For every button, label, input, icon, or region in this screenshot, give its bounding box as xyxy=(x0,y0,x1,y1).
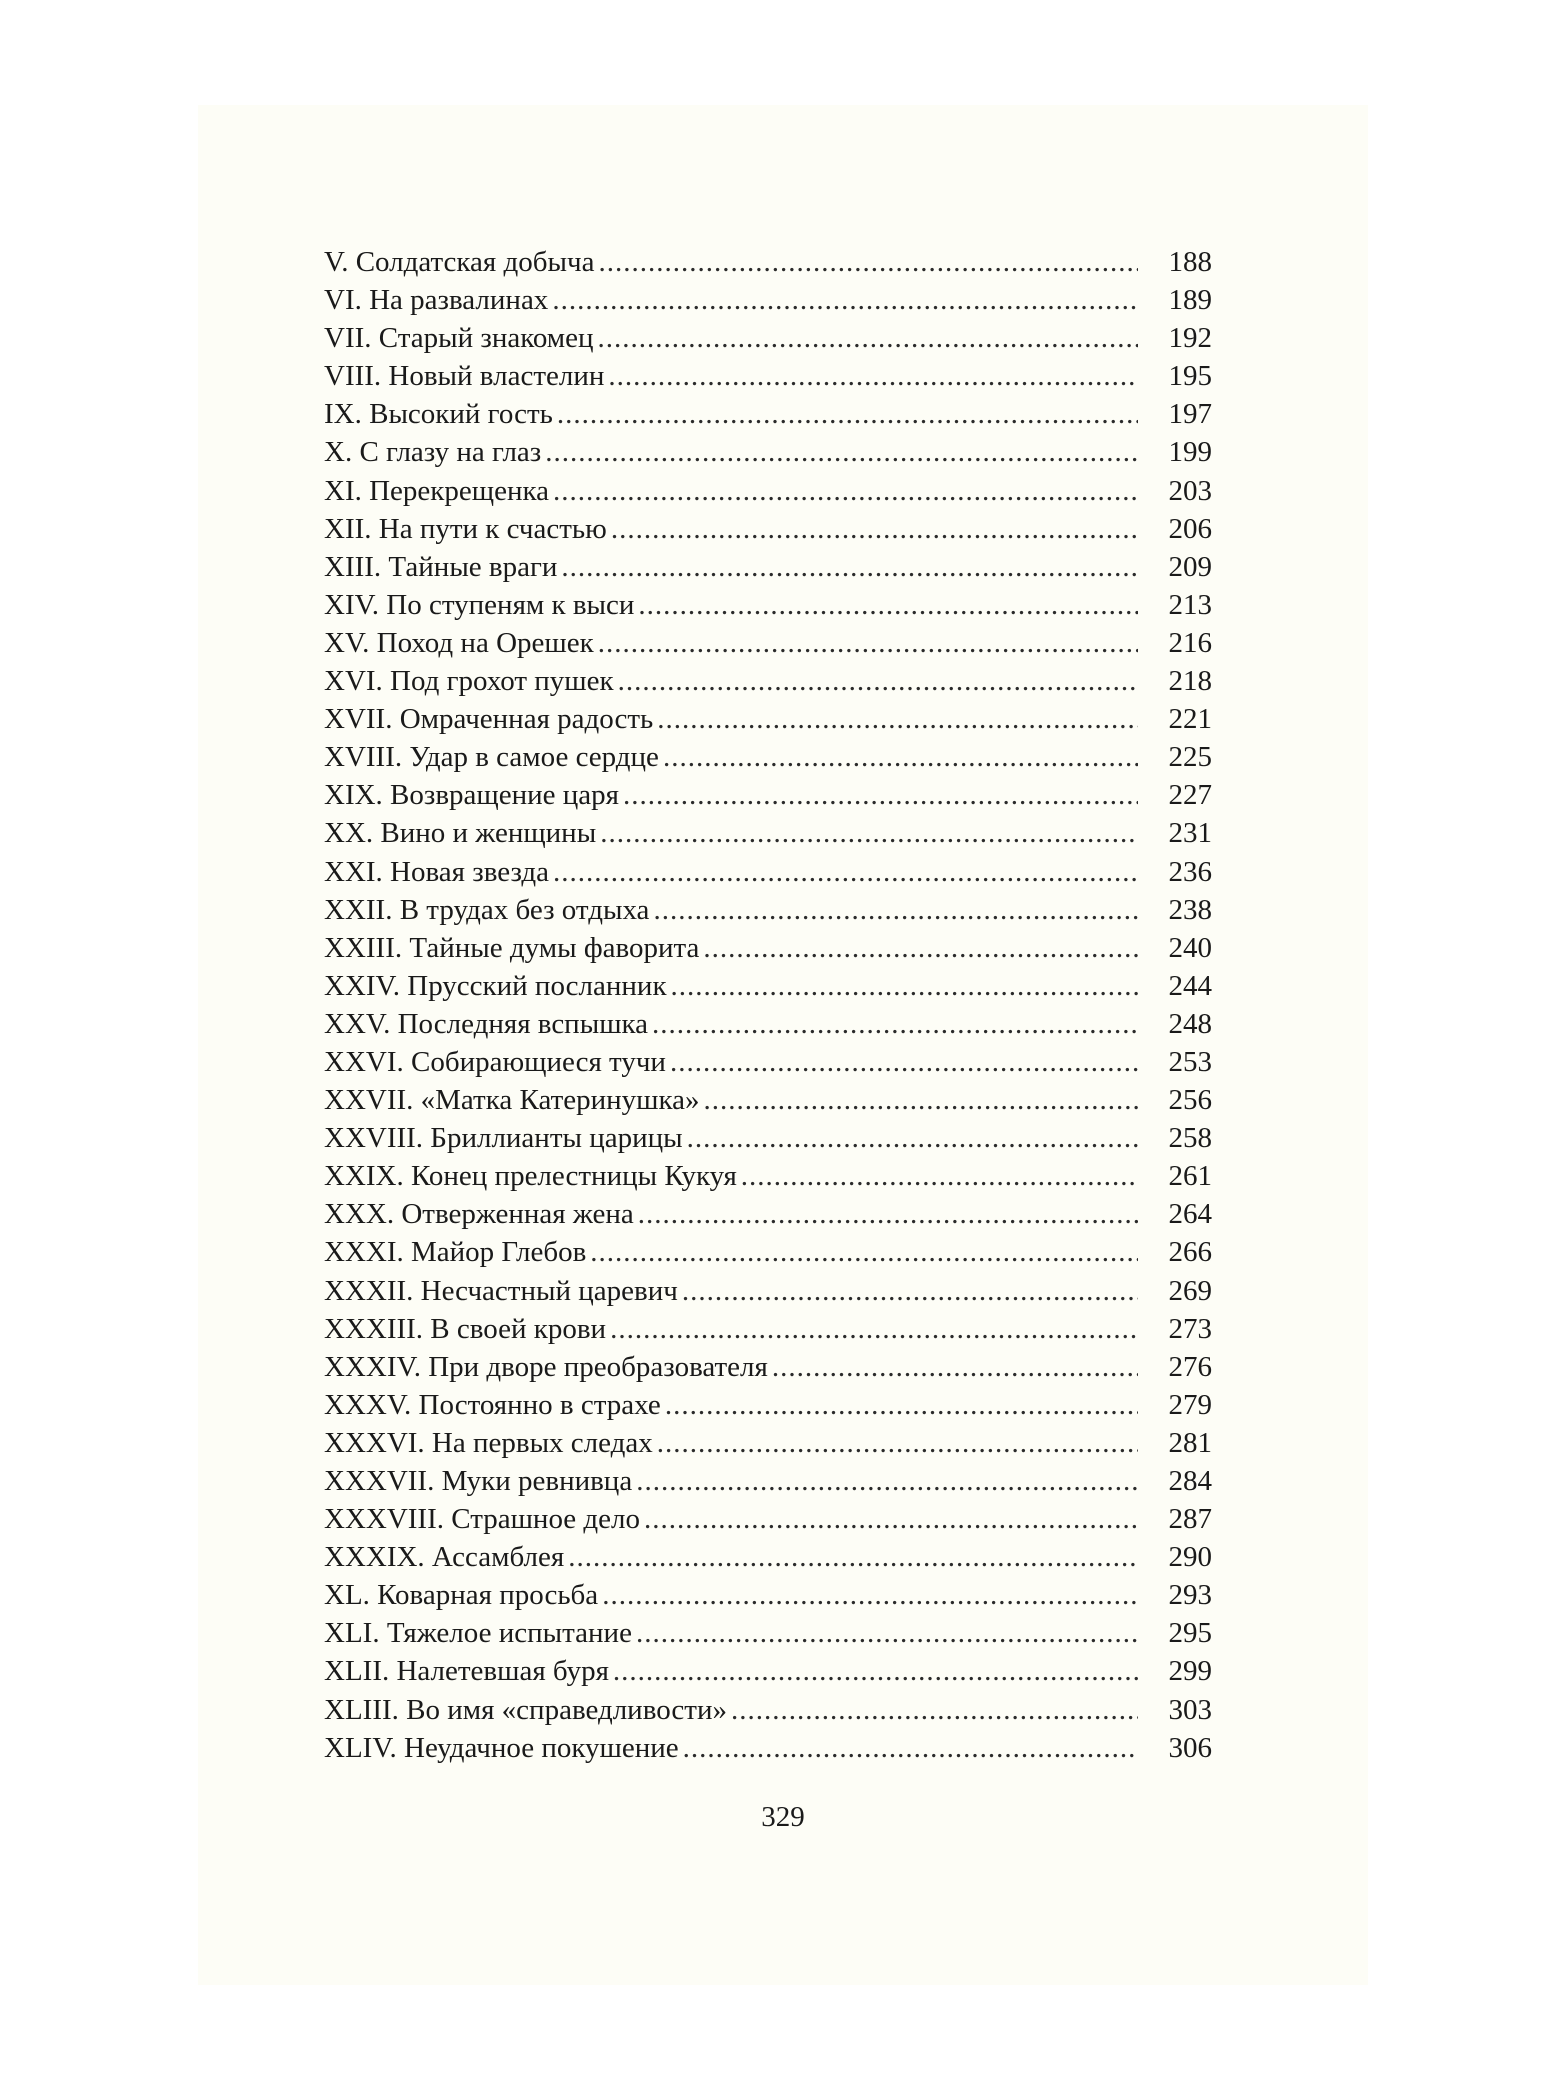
toc-entry-page: 221 xyxy=(1168,703,1212,736)
toc-entry xyxy=(324,243,1212,281)
toc-entry xyxy=(324,1691,1212,1729)
dot-leader xyxy=(557,395,1138,433)
toc-entry-page: 240 xyxy=(1168,931,1212,964)
toc-entry-page: 290 xyxy=(1168,1541,1212,1574)
toc-entry-title: XXII. В трудах без отдыха xyxy=(324,893,650,926)
toc-entry-title: XLIV. Неудачное покушение xyxy=(324,1731,679,1764)
toc-entry-page: 227 xyxy=(1168,779,1212,812)
toc-entry-page: 199 xyxy=(1168,436,1212,469)
toc-entry-title: XVIII. Удар в самое сердце xyxy=(324,741,659,774)
toc-entry-page: 266 xyxy=(1168,1236,1212,1269)
toc-entry-page: 269 xyxy=(1168,1274,1212,1307)
toc-entry xyxy=(324,357,1212,395)
dot-leader xyxy=(561,548,1138,586)
toc-entry xyxy=(324,1272,1212,1310)
dot-leader xyxy=(553,853,1138,891)
toc-entry xyxy=(324,967,1212,1005)
toc-entry xyxy=(324,776,1212,814)
toc-entry-title: XVI. Под грохот пушек xyxy=(324,665,614,698)
dot-leader xyxy=(638,1195,1138,1233)
dot-leader xyxy=(545,433,1138,471)
toc-entry-title: XL. Коварная просьба xyxy=(324,1579,599,1612)
toc-entry xyxy=(324,548,1212,586)
toc-entry xyxy=(324,1576,1212,1614)
toc-entry xyxy=(324,929,1212,967)
dot-leader xyxy=(687,1119,1138,1157)
toc-entry xyxy=(324,700,1212,738)
toc-entry xyxy=(324,1500,1212,1538)
toc-entry xyxy=(324,395,1212,433)
dot-leader xyxy=(657,1424,1138,1462)
toc-entry-page: 281 xyxy=(1168,1426,1212,1459)
toc-entry-page: 209 xyxy=(1168,550,1212,583)
toc-entry-title: XIV. По ступеням к выси xyxy=(324,588,635,621)
toc-entry xyxy=(324,1043,1212,1081)
toc-entry xyxy=(324,624,1212,662)
toc-entry-title: VI. На развалинах xyxy=(324,284,549,317)
toc-entry-page: 248 xyxy=(1168,1007,1212,1040)
toc-entry-page: 276 xyxy=(1168,1350,1212,1383)
toc-entry xyxy=(324,662,1212,700)
toc-entry-page: 284 xyxy=(1168,1465,1212,1497)
toc-entry-page: 306 xyxy=(1168,1731,1212,1764)
toc-entry-page: 216 xyxy=(1168,626,1212,659)
toc-entry-page: 225 xyxy=(1168,741,1212,774)
toc-entry-title: XXXII. Несчастный царевич xyxy=(324,1274,678,1307)
toc-entry-page: 203 xyxy=(1168,474,1212,507)
toc-entry-page: 238 xyxy=(1168,893,1212,926)
toc-entry xyxy=(324,1081,1212,1119)
toc-entry-title: XV. Поход на Орешек xyxy=(324,626,594,659)
toc-entry xyxy=(324,319,1212,357)
dot-leader xyxy=(611,510,1138,548)
toc-entry xyxy=(324,281,1212,319)
toc-entry-page: 295 xyxy=(1168,1617,1212,1650)
toc-entry-page: 192 xyxy=(1168,322,1212,355)
toc-entry-title: XXXI. Майор Глебов xyxy=(324,1236,587,1269)
toc-entry-title: XXXIII. В своей крови xyxy=(324,1312,607,1345)
toc-entry-page: 264 xyxy=(1168,1198,1212,1231)
dot-leader xyxy=(652,1005,1138,1043)
dot-leader xyxy=(568,1538,1138,1576)
toc-entry-page: 256 xyxy=(1168,1084,1212,1117)
toc-entry-page: 231 xyxy=(1168,817,1212,850)
dot-leader xyxy=(683,1729,1138,1767)
toc-entry-page: 261 xyxy=(1168,1160,1212,1193)
toc-entry xyxy=(324,853,1212,891)
dot-leader xyxy=(653,891,1138,929)
toc-entry xyxy=(324,738,1212,776)
toc-entry-page: 195 xyxy=(1168,360,1212,393)
toc-entry xyxy=(324,891,1212,929)
toc-entry-title: XXVIII. Бриллианты царицы xyxy=(324,1122,683,1155)
toc-entry-title: XLII. Налетевшая буря xyxy=(324,1655,609,1688)
dot-leader xyxy=(602,1576,1138,1614)
dot-leader xyxy=(704,1081,1138,1119)
toc-entry-title: XXIX. Конец прелестницы Кукуя xyxy=(324,1160,737,1193)
dot-leader xyxy=(608,357,1138,395)
toc-entry-title: XXX. Отверженная жена xyxy=(324,1198,634,1231)
toc-entry-title: XXI. Новая звезда xyxy=(324,855,550,888)
toc-entry xyxy=(324,510,1212,548)
toc-entry-page: 303 xyxy=(1168,1693,1212,1726)
dot-leader xyxy=(671,967,1138,1005)
dot-leader xyxy=(703,929,1138,967)
toc-entry xyxy=(324,586,1212,624)
dot-leader xyxy=(638,586,1138,624)
toc-entry-title: V. Солдатская добыча xyxy=(324,246,595,278)
toc-entry-title: XXXV. Постоянно в страхе xyxy=(324,1388,661,1421)
toc-entry-page: 287 xyxy=(1168,1503,1212,1536)
toc-entry-title: XLIII. Во имя «справедливости» xyxy=(324,1693,727,1726)
dot-leader xyxy=(553,472,1138,510)
dot-leader xyxy=(598,243,1138,281)
toc-entry xyxy=(324,1195,1212,1233)
dot-leader xyxy=(600,814,1138,852)
toc-entry-page: 299 xyxy=(1168,1655,1212,1688)
toc-entry xyxy=(324,1538,1212,1576)
dot-leader xyxy=(598,624,1138,662)
toc-entry-title: XXXIV. При дворе преобразователя xyxy=(324,1350,768,1383)
toc-entry-title: X. С глазу на глаз xyxy=(324,436,542,469)
toc-entry-title: XIII. Тайные враги xyxy=(324,550,558,583)
toc-entry-title: XXV. Последняя вспышка xyxy=(324,1007,649,1040)
toc-entry-title: XXXVII. Муки ревнивца xyxy=(324,1465,633,1497)
dot-leader xyxy=(610,1310,1138,1348)
dot-leader xyxy=(636,1614,1138,1652)
toc-entry xyxy=(324,1729,1212,1767)
dot-leader xyxy=(590,1233,1138,1271)
toc-entry-title: XXVII. «Матка Катеринушка» xyxy=(324,1084,700,1117)
toc-entry-title: XXIII. Тайные думы фаворита xyxy=(324,931,700,964)
toc-entry-page: 218 xyxy=(1168,665,1212,698)
toc-entry xyxy=(324,1424,1212,1462)
toc-entry-title: IX. Высокий гость xyxy=(324,398,553,431)
toc-entry xyxy=(324,433,1212,471)
toc-entry xyxy=(324,1348,1212,1386)
toc-entry xyxy=(324,1462,1212,1500)
toc-entry xyxy=(324,1233,1212,1271)
toc-entry-title: XX. Вино и женщины xyxy=(324,817,597,850)
dot-leader xyxy=(665,1386,1138,1424)
toc-entry-title: XXIV. Прусский посланник xyxy=(324,969,667,1002)
toc-entry-title: VIII. Новый властелин xyxy=(324,360,605,393)
dot-leader xyxy=(618,662,1138,700)
toc-entry-title: XVII. Омраченная радость xyxy=(324,703,654,736)
toc-entry xyxy=(324,1310,1212,1348)
toc-entry-page: 253 xyxy=(1168,1045,1212,1078)
table-of-contents xyxy=(324,243,1212,1767)
toc-entry-page: 236 xyxy=(1168,855,1212,888)
toc-entry-title: XIX. Возвращение царя xyxy=(324,779,619,812)
toc-entry-title: XXXVIII. Страшное дело xyxy=(324,1503,641,1536)
page-number: 329 xyxy=(761,1801,805,1833)
toc-entry-title: XII. На пути к счастью xyxy=(324,512,607,545)
dot-leader xyxy=(623,776,1138,814)
toc-entry-page: 258 xyxy=(1168,1122,1212,1155)
toc-entry xyxy=(324,1157,1212,1195)
toc-entry-page: 189 xyxy=(1168,284,1212,317)
toc-entry-title: XLI. Тяжелое испытание xyxy=(324,1617,632,1650)
toc-entry-page: 213 xyxy=(1168,588,1212,621)
toc-entry xyxy=(324,814,1212,852)
toc-entry-page: 279 xyxy=(1168,1388,1212,1421)
toc-entry-page: 244 xyxy=(1168,969,1212,1002)
dot-leader xyxy=(741,1157,1138,1195)
toc-entry-page: 197 xyxy=(1168,398,1212,431)
dot-leader xyxy=(772,1348,1138,1386)
toc-entry xyxy=(324,1119,1212,1157)
toc-entry-title: XXXIX. Ассамблея xyxy=(324,1541,565,1574)
toc-entry-title: XXVI. Собирающиеся тучи xyxy=(324,1045,666,1078)
toc-entry xyxy=(324,472,1212,510)
dot-leader xyxy=(663,738,1138,776)
dot-leader xyxy=(682,1272,1138,1310)
dot-leader xyxy=(657,700,1138,738)
toc-entry-title: XXXVI. На первых следах xyxy=(324,1426,653,1459)
toc-entry xyxy=(324,1614,1212,1652)
dot-leader xyxy=(613,1652,1138,1690)
dot-leader xyxy=(598,319,1138,357)
toc-entry-page: 188 xyxy=(1168,246,1212,278)
toc-entry xyxy=(324,1005,1212,1043)
dot-leader xyxy=(636,1462,1138,1500)
toc-entry-page: 206 xyxy=(1168,512,1212,545)
toc-entry-title: XI. Перекрещенка xyxy=(324,474,549,507)
dot-leader xyxy=(552,281,1138,319)
dot-leader xyxy=(670,1043,1138,1081)
dot-leader xyxy=(644,1500,1138,1538)
dot-leader xyxy=(731,1691,1138,1729)
toc-entry xyxy=(324,1652,1212,1690)
toc-entry-page: 273 xyxy=(1168,1312,1212,1345)
toc-entry xyxy=(324,1386,1212,1424)
toc-entry-page: 293 xyxy=(1168,1579,1212,1612)
toc-entry-title: VII. Старый знакомец xyxy=(324,322,594,355)
